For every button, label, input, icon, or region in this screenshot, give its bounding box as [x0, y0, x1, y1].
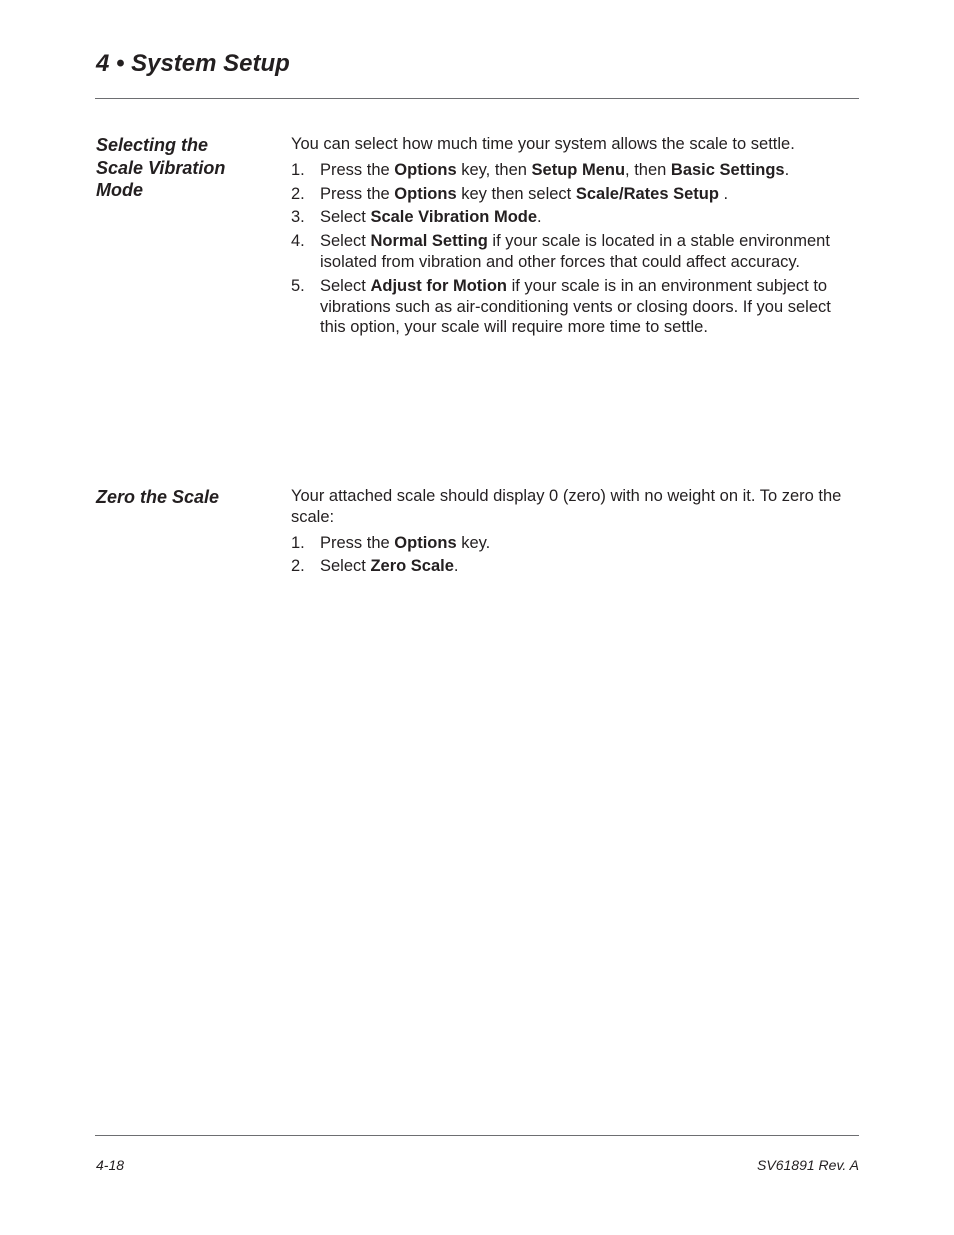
step-text [320, 161, 789, 179]
step-number: 4. [291, 232, 305, 251]
step-list [291, 533, 861, 578]
step-text-run: key. [456, 533, 491, 552]
step-text-run: . [718, 184, 729, 203]
section-intro: You can select how much time your system allows the scale to settle. [291, 135, 795, 153]
document-id: SV61891 Rev. A [757, 1157, 859, 1173]
step-text-run: Press the [320, 184, 395, 203]
step-item [291, 207, 861, 228]
section-intro: Your attached scale should display 0 (zero) with no weight on it. To zero the scale: [291, 487, 842, 526]
section-body-vibration-mode [291, 134, 861, 341]
step-text-run: if your scale is in an environment subject to vibrations such as air-conditioning vents or closing doors. If you select this option, your scale will require more time to settle. [320, 276, 831, 337]
step-item [291, 533, 861, 554]
step-text [320, 208, 542, 226]
step-text-run: Select [320, 557, 371, 576]
step-number: 2. [291, 557, 305, 576]
step-keyword: Options [394, 533, 457, 552]
step-text-run: key, then [456, 160, 532, 179]
header-divider [95, 98, 859, 99]
step-keyword: Normal Setting [370, 232, 488, 251]
step-list [291, 160, 861, 338]
step-text-run: Select [320, 276, 371, 295]
page-number: 4-18 [96, 1157, 125, 1173]
step-text-run: if your scale is located in a stable environment isolated from vibration and other forces that could affect accuracy. [320, 232, 830, 271]
step-text [320, 534, 490, 552]
step-keyword: Setup Menu [531, 160, 626, 179]
step-keyword: Scale Vibration Mode [370, 208, 538, 227]
step-text [320, 277, 831, 337]
step-text-run: Select [320, 232, 371, 251]
section-body-zero-scale [291, 486, 861, 580]
step-text-run: . [537, 208, 542, 227]
step-keyword: Scale/Rates Setup [575, 184, 719, 203]
step-keyword: Options [394, 184, 457, 203]
step-text-run: Select [320, 208, 371, 227]
step-number: 2. [291, 184, 305, 203]
step-text-run: . [784, 160, 790, 179]
step-number: 5. [291, 276, 305, 295]
section-heading-zero-scale: Zero the Scale [96, 487, 220, 507]
step-text [320, 232, 830, 271]
step-item [291, 231, 861, 273]
step-item [291, 276, 861, 338]
step-text-run: . [453, 557, 459, 576]
footer-divider [95, 1135, 859, 1136]
section-heading-vibration-mode: Selecting the Scale Vibration Mode [96, 135, 226, 200]
step-text-run: , then [625, 160, 671, 179]
step-keyword: Basic Settings [670, 160, 785, 179]
step-keyword: Zero Scale [370, 557, 454, 576]
step-item [291, 184, 861, 205]
step-number: 3. [291, 208, 305, 227]
step-item [291, 556, 861, 577]
chapter-title: 4 • System Setup [96, 50, 290, 77]
step-text-run: Press the [320, 533, 395, 552]
step-text [320, 185, 728, 203]
step-text-run: key then select [456, 184, 576, 203]
step-text [320, 557, 459, 575]
step-number: 1. [291, 533, 305, 552]
step-keyword: Options [394, 160, 457, 179]
step-number: 1. [291, 160, 305, 179]
step-keyword: Adjust for Motion [370, 276, 508, 295]
step-text-run: Press the [320, 160, 395, 179]
step-item [291, 160, 861, 181]
